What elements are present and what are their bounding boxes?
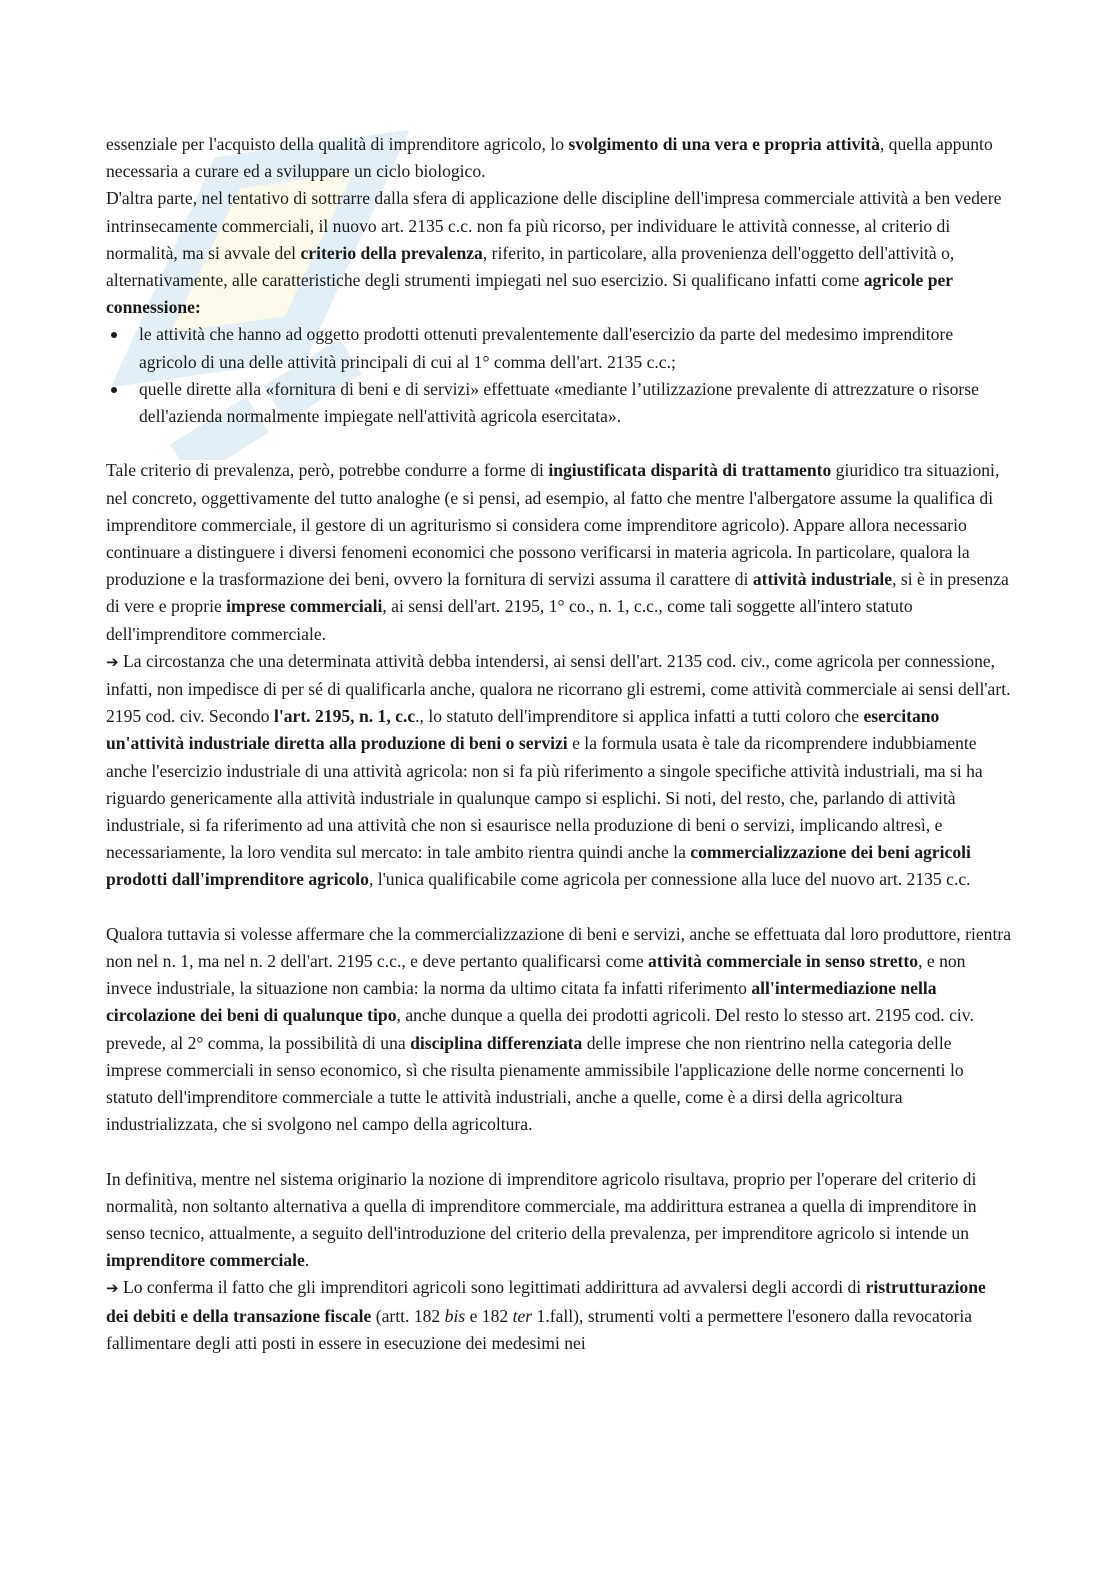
bold-text: attività commerciale in senso stretto	[648, 951, 919, 972]
bold-text: ingiustificata disparità di trattamento	[548, 460, 832, 481]
bold-text: attività industriale	[752, 569, 893, 590]
text-run: La circostanza che una determinata attività debba intendersi, ai sensi dell'art. 2135 cod. civ., come agricola per connessione, infatti, non impedisce di per sé di qualificarla anche, qualora ne ricorrano gli estremi, come attività commerciale ai sensi dell'art. 2195 cod. civ. Secondo	[106, 650, 1011, 727]
bold-text: commercializzazione dei beni agricoli prodotti dall'imprenditore agricolo	[106, 842, 971, 890]
paragraph-3	[106, 457, 1011, 647]
bold-text: imprese commerciali	[226, 596, 383, 617]
text-run: (artt. 182	[371, 1305, 445, 1326]
text-run: , e non invece industriale, la situazione non cambia: la norma da ultimo citata fa infatti riferimento	[106, 951, 966, 999]
text-run: ., lo statuto dell'imprenditore si applica infatti a tutti coloro che	[415, 706, 864, 727]
paragraph-gap	[106, 430, 1011, 457]
list-item	[106, 321, 1011, 375]
text-run: , riferito, in particolare, alla provenienza dell'oggetto dell'attività o, alternativamente, alle caratteristiche degli strumenti impiegati nel suo esercizio. Si qualificano infatti come	[106, 242, 955, 291]
bold-text: l'art. 2195, n. 1, c.c	[273, 706, 416, 727]
list-item-text: quelle dirette alla «fornitura di beni e di servizi» effettuate «mediante l’utilizzazione prevalente di attrezzature o risorse dell'azienda normalmente impiegate nell'attività agricola esercitata».	[139, 378, 979, 427]
bold-text: agricole per connessione:	[106, 270, 953, 318]
text-run: Qualora tuttavia si volesse affermare che la commercializzazione di beni e servizi, anche se effettuata dal loro produttore, rientra non nel n. 1, ma nel n. 2 dell'art. 2195 c.c., e deve pertanto qualificarsi come	[106, 923, 1012, 972]
paragraph-4	[106, 648, 1011, 894]
bold-text: criterio della prevalenza	[300, 242, 483, 263]
text-run: , l'unica qualificabile come agricola per connessione alla luce del nuovo art. 2135 c.c.	[368, 869, 971, 890]
paragraph-2	[106, 185, 1011, 321]
paragraph-6	[106, 1166, 1011, 1275]
paragraph-4-text	[106, 651, 1011, 890]
list-item-text: le attività che hanno ad oggetto prodotti ottenuti prevalentemente dall'esercizio da parte del medesimo imprenditore agricolo di una delle attività principali di cui al 1° comma dell'art. 2135 c.c.;	[139, 324, 954, 372]
right-arrow-icon: ➔	[106, 1279, 119, 1298]
text-run: 1.fall), strumenti volti a permettere l'esonero dalla revocatoria fallimentare degli atti posti in essere in esecuzione dei medesimi nei	[106, 1305, 973, 1353]
list-item	[106, 376, 1011, 430]
bullet-dot-icon	[111, 332, 117, 338]
bullet-list	[106, 321, 1011, 430]
text-run: Lo conferma il fatto che gli imprenditori agricoli sono legittimati addirittura ad avvalersi degli accordi di	[122, 1277, 866, 1298]
bold-text: ristrutturazione dei debiti e della transazione fiscale	[106, 1277, 986, 1326]
text-run: , quella appunto necessaria a curare ed a sviluppare un ciclo biologico.	[106, 134, 993, 182]
paragraph-gap	[106, 1138, 1011, 1165]
text-run: D'altra parte, nel tentativo di sottrarre dalla sfera di applicazione delle discipline dell'impresa commerciale attività a ben vedere intrinsecamente commerciali, il nuovo art. 2135 c.c. non fa più ricorso, per individuare le attività connesse, al criterio di normalità, ma si avvale del	[106, 188, 1002, 263]
text-run: giuridico tra situazioni, nel concreto, oggettivamente del tutto analoghe (e si pensi, ad esempio, al fatto che mentre l'albergatore assume la qualifica di imprenditore commerciale, il gestore di un agriturismo si considera come imprenditore agricolo). Appare allora necessario continuare a distinguere i diversi fenomeni economici che possono verificarsi in materia agricola. In particolare, qualora la produzione e la trasformazione dei beni, ovvero la fornitura di servizi assuma il carattere di	[106, 460, 1000, 590]
text-run: , anche dunque a quella dei prodotti agricoli. Del resto lo stesso art. 2195 cod. civ. prevede, al 2° comma, la possibilità di una	[106, 1005, 974, 1053]
text-run: , ai sensi dell'art. 2195, 1° co., n. 1, c.c., come tali soggette all'intero statuto dell'imprenditore commerciale.	[106, 596, 913, 644]
bold-text: all'intermediazione nella circolazione dei beni di qualunque tipo	[106, 978, 937, 1026]
text-run: delle imprese che non rientrino nella categoria delle imprese commerciali in senso economico, sì che risulta pienamente ammissibile l'applicazione delle norme concernenti lo statuto dell'imprenditore commerciale a tutte le attività industriali, anche a quelle, come è a dirsi della agricoltura industrializzata, che si svolgono nel campo della agricoltura.	[106, 1032, 964, 1135]
paragraph-gap	[106, 894, 1011, 921]
paragraph-5	[106, 921, 1011, 1139]
text-run: e la formula usata è tale da ricomprendere indubbiamente anche l'esercizio industriale di una attività agricola: non si fa più riferimento a singole specifiche attività industriali, ma si ha riguardo genericamente alla attività industriale in qualunque campo si esplichi. Si noti, del resto, che, parlando di attività industriale, si fa riferimento ad una attività che non si esaurisce nella produzione di beni o servizi, implicando altresì, e necessariamente, la loro vendita sul mercato: in tale ambito rientra quindi anche la	[106, 733, 983, 863]
text-run: e 182	[465, 1305, 513, 1326]
bold-text: svolgimento di una vera e propria attività	[568, 134, 880, 154]
text-run: , si è in presenza di vere e proprie	[106, 569, 1009, 617]
italic-text: bis	[444, 1305, 466, 1326]
bullet-dot-icon	[111, 387, 117, 393]
text-run: essenziale per l'acquisto della qualità di imprenditore agricolo, lo	[106, 134, 569, 154]
paragraph-7	[106, 1274, 1011, 1357]
document-body	[106, 131, 1011, 1357]
italic-text: ter	[512, 1305, 533, 1326]
bold-text: disciplina differenziata	[410, 1032, 583, 1053]
paragraph-1	[106, 131, 1011, 185]
paragraph-7-text	[106, 1277, 986, 1352]
bold-text: esercitano un'attività industriale diretta alla produzione di beni o servizi	[106, 706, 940, 754]
text-run: Tale criterio di prevalenza, però, potrebbe condurre a forme di	[106, 460, 549, 481]
text-run: .	[304, 1250, 310, 1271]
bold-text: imprenditore commerciale	[106, 1250, 305, 1271]
text-run: In definitiva, mentre nel sistema originario la nozione di imprenditore agricolo risultava, proprio per l'operare del criterio di normalità, non soltanto alternativa a quella di imprenditore commerciale, ma addirittura estranea a quella di imprenditore in senso tecnico, attualmente, a seguito dell'introduzione del criterio della prevalenza, per imprenditore agricolo si intende un	[106, 1168, 977, 1244]
right-arrow-icon: ➔	[106, 652, 119, 671]
